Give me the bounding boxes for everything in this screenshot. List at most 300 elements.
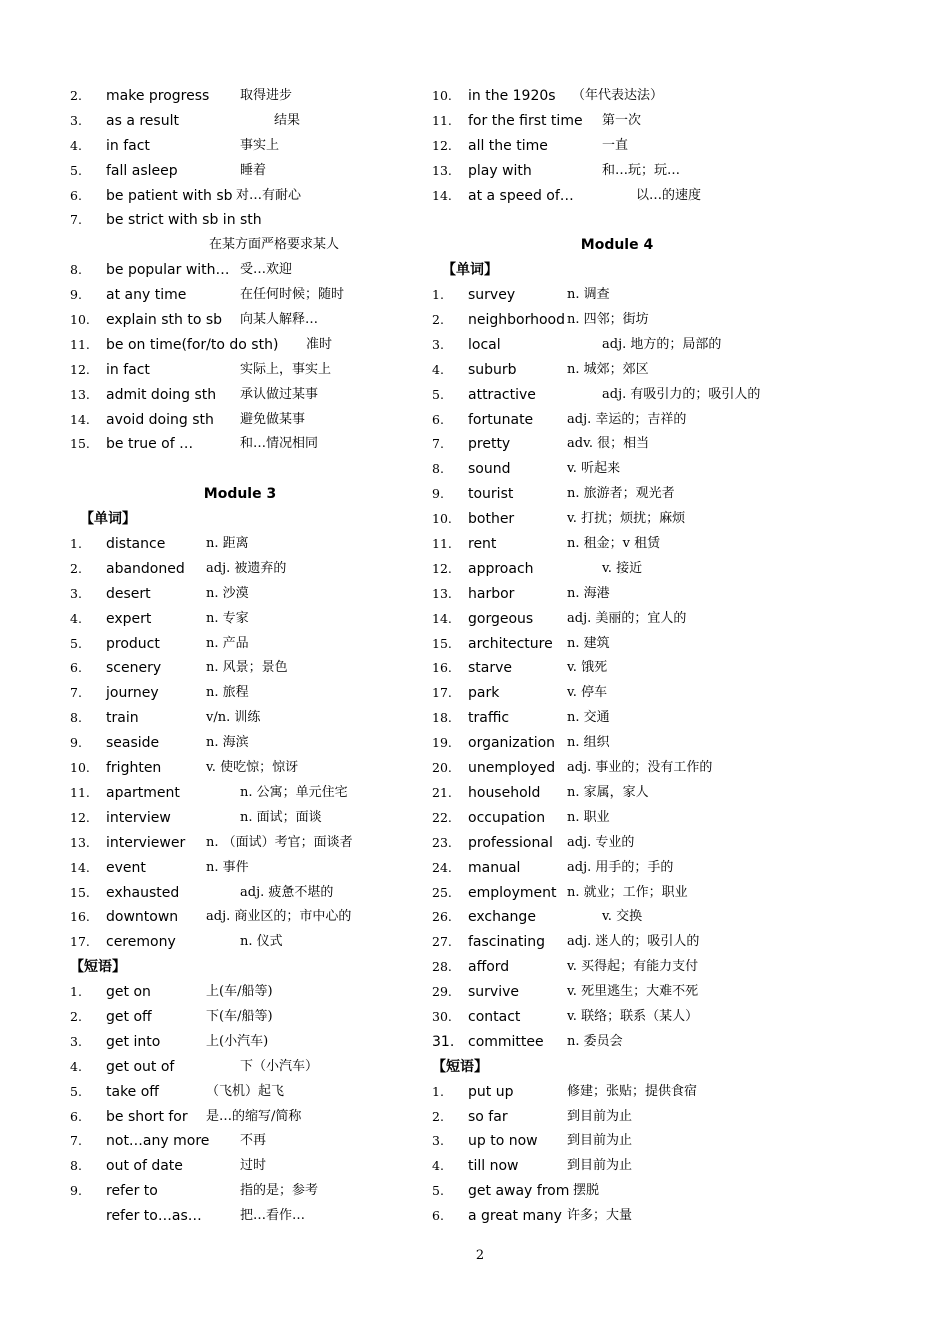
english-term: traffic	[468, 710, 510, 727]
chinese-meaning: 下（小汽车）	[240, 1058, 319, 1074]
chinese-meaning: v. 联络；联系（某人）	[567, 1008, 699, 1024]
chinese-meaning: 对…有耐心	[236, 187, 302, 203]
item-number: 2.	[70, 1008, 82, 1024]
english-term: at any time	[106, 287, 187, 304]
chinese-meaning: 修建；张贴；提供食宿	[567, 1083, 698, 1099]
item-number: 11.	[70, 784, 90, 800]
chinese-meaning: 到目前为止	[567, 1108, 633, 1124]
english-term: afford	[468, 959, 510, 976]
english-term: be strict with sb in sth	[106, 212, 262, 229]
list-item	[70, 308, 410, 333]
item-number: 13.	[432, 585, 452, 601]
chinese-meaning: n. 公寓；单元住宅	[240, 784, 348, 800]
item-number: 14.	[432, 610, 452, 626]
english-term: get into	[106, 1033, 161, 1050]
list-item	[70, 831, 410, 856]
chinese-meaning: n. 就业；工作；职业	[567, 884, 688, 900]
english-term: desert	[106, 585, 151, 602]
english-term: play with	[468, 162, 532, 179]
item-number: 25.	[432, 884, 452, 900]
list-item	[432, 308, 802, 333]
item-number: 7.	[70, 1133, 82, 1149]
chinese-meaning: 摆脱	[573, 1183, 600, 1199]
list-item	[70, 1129, 410, 1154]
english-term: pretty	[468, 436, 511, 453]
item-number: 12.	[432, 137, 452, 153]
chinese-meaning: n. 家属，家人	[567, 784, 649, 800]
list-item	[70, 1030, 410, 1055]
chinese-meaning: n. 调查	[567, 287, 610, 303]
list-item	[70, 656, 410, 681]
chinese-meaning: n. 事件	[206, 859, 249, 875]
item-number: 8.	[432, 461, 444, 477]
item-number: 10.	[432, 511, 452, 527]
english-term: admit doing sth	[106, 386, 217, 403]
item-number: 1.	[432, 287, 444, 303]
item-number: 26.	[432, 909, 452, 925]
chinese-meaning: 到目前为止	[567, 1133, 633, 1149]
english-term: employment	[468, 884, 557, 901]
english-term: approach	[468, 560, 534, 577]
english-term: rent	[468, 536, 497, 553]
english-term: take off	[106, 1083, 159, 1100]
item-number: 16.	[432, 660, 452, 676]
chinese-meaning: v. 死里逃生；大难不死	[567, 984, 699, 1000]
list-item	[432, 806, 802, 831]
chinese-meaning: adj. 专业的	[567, 834, 635, 850]
list-item	[70, 1154, 410, 1179]
item-number: 4.	[432, 1158, 444, 1174]
english-term: sound	[468, 461, 511, 478]
chinese-meaning: v. 使吃惊；惊讶	[206, 760, 299, 776]
english-term: tourist	[468, 486, 514, 503]
item-number: 27.	[432, 934, 452, 950]
chinese-meaning: n. 职业	[567, 809, 610, 825]
english-term: fall asleep	[106, 162, 178, 179]
chinese-meaning: 事实上	[240, 137, 280, 153]
list-item	[70, 806, 410, 831]
chinese-meaning: n. 组织	[567, 735, 610, 751]
item-number: 17.	[432, 685, 452, 701]
item-number: 9.	[70, 735, 82, 751]
list-item	[432, 681, 802, 706]
chinese-meaning: n. 海滨	[206, 735, 249, 751]
chinese-meaning: 和…情况相同	[240, 436, 319, 452]
item-number: 15.	[70, 436, 90, 452]
item-number: 21.	[432, 784, 452, 800]
chinese-meaning: 不再	[240, 1133, 267, 1149]
english-term: bother	[468, 511, 515, 528]
chinese-meaning: n. 海港	[567, 585, 610, 601]
item-number: 4.	[70, 137, 82, 153]
chinese-meaning: n. 仪式	[240, 934, 283, 950]
list-item	[70, 408, 410, 433]
list-item	[432, 109, 802, 134]
chinese-meaning: adj. 用手的；手的	[567, 859, 674, 875]
item-number: 4.	[432, 361, 444, 377]
chinese-meaning: 过时	[240, 1158, 267, 1174]
list-item	[70, 159, 410, 184]
english-term: product	[106, 635, 160, 652]
chinese-meaning: 和…玩；玩…	[602, 162, 681, 178]
item-number: 2.	[432, 1108, 444, 1124]
chinese-meaning: v. 听起来	[567, 461, 621, 477]
list-item	[432, 632, 802, 657]
item-number: 19.	[432, 735, 452, 751]
item-number: 3.	[70, 112, 82, 128]
list-item	[70, 134, 410, 159]
item-number: 6.	[432, 411, 444, 427]
list-item	[432, 1105, 802, 1130]
english-term: architecture	[468, 635, 553, 652]
english-term: manual	[468, 859, 521, 876]
chinese-meaning: 睡着	[240, 162, 267, 178]
english-term: exchange	[468, 909, 536, 926]
english-term: be true of …	[106, 436, 194, 453]
item-number: 1.	[70, 984, 82, 1000]
english-term: as a result	[106, 112, 179, 129]
english-term: be on time(for/to do sth)	[106, 336, 279, 353]
list-item	[70, 582, 410, 607]
right-column	[432, 84, 802, 1229]
english-term: survey	[468, 287, 516, 304]
list-item	[70, 632, 410, 657]
item-number: 2.	[432, 312, 444, 328]
item-number: 16.	[70, 909, 90, 925]
english-term: get out of	[106, 1058, 175, 1075]
item-number: 9.	[70, 1183, 82, 1199]
list-item	[432, 1030, 802, 1055]
list-item	[432, 283, 802, 308]
item-number: 14.	[70, 411, 90, 427]
english-term: occupation	[468, 809, 546, 826]
list-item	[70, 881, 410, 906]
module3-phrase-list-continued	[432, 84, 802, 208]
list-item	[432, 731, 802, 756]
chinese-meaning: v. 停车	[567, 685, 608, 701]
list-item	[432, 159, 802, 184]
chinese-meaning: 准时	[306, 336, 333, 352]
list-item	[432, 1154, 802, 1179]
list-item	[70, 109, 410, 134]
list-item	[70, 1179, 410, 1204]
list-item	[70, 184, 410, 209]
item-number: 7.	[432, 436, 444, 452]
list-item	[432, 656, 802, 681]
chinese-meaning: adj. 商业区的；市中心的	[206, 909, 352, 925]
chinese-meaning: 受…欢迎	[240, 262, 293, 278]
item-number: 2.	[70, 560, 82, 576]
english-term: all the time	[468, 137, 548, 154]
list-item	[70, 358, 410, 383]
list-item	[432, 383, 802, 408]
english-term: downtown	[106, 909, 179, 926]
item-number: 10.	[70, 312, 90, 328]
english-term: out of date	[106, 1158, 183, 1175]
list-item	[70, 432, 410, 457]
item-number: 31.	[432, 1033, 455, 1050]
item-number: 9.	[432, 486, 444, 502]
chinese-meaning: 避免做某事	[240, 411, 306, 427]
english-term: survive	[468, 984, 519, 1001]
english-term: till now	[468, 1158, 519, 1175]
english-term: in the 1920s	[468, 88, 556, 104]
english-term: be short for	[106, 1108, 188, 1125]
item-number: 5.	[432, 386, 444, 402]
item-number: 5.	[70, 162, 82, 178]
english-term: train	[106, 710, 139, 727]
chinese-meaning: n. 旅程	[206, 685, 249, 701]
item-number: 1.	[70, 536, 82, 552]
item-number: 10.	[432, 88, 452, 103]
item-number: 6.	[432, 1208, 444, 1224]
english-term: a great many	[468, 1208, 562, 1225]
item-number: 1.	[432, 1083, 444, 1099]
chinese-meaning: 上(车/船等)	[206, 984, 273, 1000]
item-number: 3.	[432, 1133, 444, 1149]
list-item	[432, 432, 802, 457]
list-item	[432, 134, 802, 159]
module4-phrases-label: 【短语】	[432, 1058, 488, 1075]
english-term: exhausted	[106, 884, 180, 901]
module3-phrase-list	[70, 980, 410, 1229]
list-item	[70, 856, 410, 881]
item-number: 4.	[70, 610, 82, 626]
english-term: avoid doing sth	[106, 411, 214, 428]
chinese-meaning: 取得进步	[240, 88, 293, 103]
chinese-meaning: n. 专家	[206, 610, 249, 626]
item-number: 14.	[70, 859, 90, 875]
chinese-meaning: 结果	[274, 112, 301, 128]
chinese-meaning: （飞机）起飞	[206, 1083, 285, 1099]
list-item	[432, 582, 802, 607]
english-term: get away from	[468, 1183, 570, 1200]
list-item	[432, 756, 802, 781]
chinese-meaning: adj. 被遗弃的	[206, 560, 287, 576]
english-term: journey	[106, 685, 159, 702]
list-item	[432, 557, 802, 582]
list-item	[70, 681, 410, 706]
english-term: get off	[106, 1008, 152, 1025]
item-number: 6.	[70, 1108, 82, 1124]
module3-title: Module 3	[203, 486, 277, 503]
list-item	[70, 706, 410, 731]
item-number: 15.	[432, 635, 452, 651]
list-item	[432, 607, 802, 632]
english-term: scenery	[106, 660, 162, 677]
list-item	[70, 607, 410, 632]
english-term: in fact	[106, 137, 150, 154]
chinese-meaning: n. 产品	[206, 635, 249, 651]
english-term: unemployed	[468, 760, 556, 777]
spacer	[70, 457, 410, 482]
item-number: 5.	[432, 1183, 444, 1199]
item-number: 6.	[70, 187, 82, 203]
list-item	[432, 1129, 802, 1154]
chinese-meaning: 承认做过某事	[240, 386, 319, 402]
chinese-meaning: 在任何时候；随时	[240, 287, 345, 303]
list-item	[70, 557, 410, 582]
item-number: 12.	[70, 809, 90, 825]
chinese-meaning: n. 委员会	[567, 1033, 623, 1049]
chinese-meaning: v. 饿死	[567, 660, 608, 676]
list-item	[70, 383, 410, 408]
chinese-meaning: 下(车/船等)	[206, 1008, 273, 1024]
english-term: organization	[468, 735, 556, 752]
english-term: starve	[468, 660, 513, 677]
chinese-meaning: n. 交通	[567, 710, 610, 726]
chinese-meaning: adv. 很；相当	[567, 436, 650, 452]
chinese-meaning: v/n. 训练	[206, 710, 261, 726]
item-number: 30.	[432, 1008, 452, 1024]
chinese-meaning: n. 旅游者；观光者	[567, 486, 675, 502]
list-item	[70, 1204, 410, 1229]
item-number: 11.	[432, 536, 452, 552]
english-term: explain sth to sb	[106, 312, 223, 329]
english-term: committee	[468, 1033, 544, 1050]
english-term: for the first time	[468, 112, 583, 129]
item-number: 12.	[70, 361, 90, 377]
list-item	[70, 1005, 410, 1030]
list-item	[432, 1179, 802, 1204]
item-number: 8.	[70, 710, 82, 726]
item-number: 20.	[432, 760, 452, 776]
item-number: 5.	[70, 635, 82, 651]
english-term: interview	[106, 809, 171, 826]
item-number: 11.	[432, 112, 452, 128]
chinese-meaning: 向某人解释…	[240, 312, 319, 328]
item-number: 3.	[70, 1033, 82, 1049]
english-term: local	[468, 336, 501, 353]
english-term: make progress	[106, 88, 210, 104]
item-number: 7.	[70, 685, 82, 701]
chinese-meaning: v. 买得起；有能力支付	[567, 959, 699, 975]
item-number: 3.	[70, 585, 82, 601]
list-item	[432, 84, 802, 109]
chinese-meaning: n. 沙漠	[206, 585, 249, 601]
english-term: professional	[468, 834, 553, 851]
list-item	[432, 980, 802, 1005]
english-term: frighten	[106, 760, 162, 777]
page-number: 2	[475, 1248, 485, 1263]
list-item	[70, 208, 410, 233]
english-term: apartment	[106, 784, 180, 801]
item-number: 24.	[432, 859, 452, 875]
module3-phrases-label: 【短语】	[70, 959, 126, 976]
english-term: expert	[106, 610, 152, 627]
list-item	[432, 706, 802, 731]
module2-phrase-list	[70, 84, 410, 457]
item-number: 6.	[70, 660, 82, 676]
english-term: ceremony	[106, 934, 176, 951]
english-term: refer to…as…	[106, 1208, 202, 1225]
english-term: park	[468, 685, 500, 702]
list-item	[432, 905, 802, 930]
english-term: so far	[468, 1108, 508, 1125]
item-number: 2.	[70, 88, 82, 103]
chinese-meaning: n. （面试）考官；面谈者	[206, 834, 353, 850]
chinese-meaning: v. 交换	[602, 909, 643, 925]
list-item	[432, 482, 802, 507]
english-term: attractive	[468, 386, 536, 403]
list-item	[70, 905, 410, 930]
chinese-meaning: 在某方面严格要求某人	[209, 237, 340, 253]
module4-word-list	[432, 283, 802, 1055]
english-term: interviewer	[106, 834, 186, 851]
english-term: be patient with sb	[106, 187, 233, 204]
chinese-meaning: n. 距离	[206, 536, 249, 552]
english-term: distance	[106, 536, 166, 553]
chinese-meaning: n. 四邻；街坊	[567, 312, 649, 328]
list-item	[70, 731, 410, 756]
item-number: 29.	[432, 984, 452, 1000]
list-item	[432, 358, 802, 383]
list-item	[70, 1080, 410, 1105]
english-term: harbor	[468, 585, 515, 602]
chinese-meaning: 上(小汽车)	[206, 1033, 269, 1049]
item-number: 13.	[70, 386, 90, 402]
chinese-meaning: 指的是；参考	[240, 1183, 319, 1199]
list-item	[70, 333, 410, 358]
list-item	[70, 1055, 410, 1080]
english-term: fortunate	[468, 411, 534, 428]
english-term: seaside	[106, 735, 160, 752]
module4-phrase-list	[432, 1080, 802, 1229]
english-term: neighborhood	[468, 312, 565, 329]
module3-word-list	[70, 532, 410, 955]
chinese-meaning: 实际上，事实上	[240, 361, 332, 377]
english-term: gorgeous	[468, 610, 534, 627]
english-term: be popular with…	[106, 262, 230, 279]
chinese-meaning: n. 租金；v 租赁	[567, 536, 661, 552]
chinese-meaning: v. 接近	[602, 560, 643, 576]
english-term: household	[468, 784, 541, 801]
chinese-meaning: 把…看作…	[240, 1208, 306, 1224]
chinese-meaning: n. 城郊；郊区	[567, 361, 649, 377]
list-item	[432, 881, 802, 906]
item-number: 22.	[432, 809, 452, 825]
list-item	[70, 258, 410, 283]
list-item	[432, 955, 802, 980]
list-item	[70, 532, 410, 557]
list-item	[70, 1105, 410, 1130]
module4-title: Module 4	[580, 237, 654, 254]
list-item	[432, 831, 802, 856]
english-term: not…any more	[106, 1133, 210, 1150]
english-term: at a speed of…	[468, 187, 574, 204]
item-number: 28.	[432, 959, 452, 975]
list-item	[432, 184, 802, 209]
item-number: 12.	[432, 560, 452, 576]
item-number: 17.	[70, 934, 90, 950]
item-number: 13.	[70, 834, 90, 850]
list-item	[70, 84, 410, 109]
english-term: in fact	[106, 361, 150, 378]
list-item	[432, 333, 802, 358]
list-item	[70, 233, 410, 258]
english-term: get on	[106, 984, 151, 1001]
english-term: abandoned	[106, 560, 185, 577]
left-column	[70, 84, 410, 1229]
list-item	[432, 408, 802, 433]
item-number: 10.	[70, 760, 90, 776]
chinese-meaning: adj. 美丽的；宜人的	[567, 610, 687, 626]
chinese-meaning: 到目前为止	[567, 1158, 633, 1174]
list-item	[432, 532, 802, 557]
list-item	[70, 283, 410, 308]
item-number: 18.	[432, 710, 452, 726]
english-term: contact	[468, 1008, 521, 1025]
